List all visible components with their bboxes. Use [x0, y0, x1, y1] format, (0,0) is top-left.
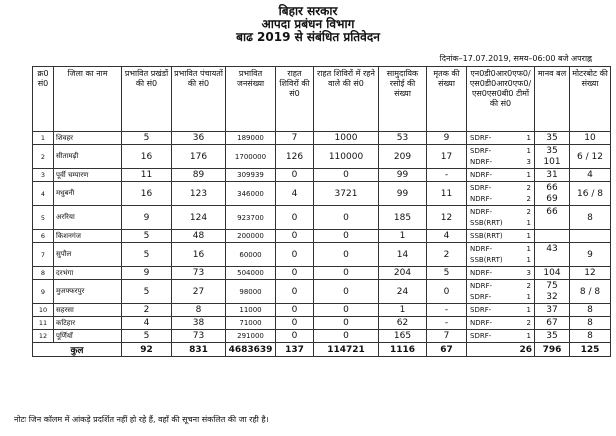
row-district: पूर्णियाँ — [54, 330, 122, 343]
team-name: NDRF- — [470, 268, 493, 277]
row-blocks: 16 — [122, 145, 172, 169]
table-row — [33, 169, 611, 182]
manpower-value: 69 — [546, 193, 558, 204]
row-district: सहरसा — [54, 304, 122, 317]
row-manpower — [535, 206, 570, 230]
manpower-value: 67 — [546, 317, 558, 328]
manpower-value: 37 — [546, 304, 558, 315]
total-panchayats: 831 — [172, 343, 226, 357]
row-district: पूर्वी चम्पारण — [54, 169, 122, 182]
total-blocks: 92 — [122, 343, 172, 357]
row-population: 98000 — [226, 280, 276, 304]
row-kitchens: 99 — [379, 169, 427, 182]
table-row — [33, 304, 611, 317]
row-camps: 0 — [276, 330, 314, 343]
team-name: NDRF- — [470, 318, 493, 327]
row-blocks: 5 — [122, 330, 172, 343]
total-label: कुल — [33, 343, 122, 357]
team-count: 2 — [526, 281, 531, 290]
manpower-value — [537, 255, 567, 266]
col-header: मृतक की संख्या — [427, 67, 467, 132]
row-boats: 8 / 8 — [570, 280, 611, 304]
team-count: 1 — [526, 218, 531, 227]
row-population: 60000 — [226, 243, 276, 267]
row-panchayats: 73 — [172, 330, 226, 343]
team-count: 2 — [526, 194, 531, 203]
row-kitchens: 14 — [379, 243, 427, 267]
team-name: SDRF- — [470, 146, 492, 155]
row-blocks: 4 — [122, 317, 172, 330]
row-panchayats: 123 — [172, 182, 226, 206]
row-population: 200000 — [226, 230, 276, 243]
col-header: प्रभावित पंचायतों की सं0 — [172, 67, 226, 132]
row-manpower — [535, 132, 570, 145]
row-camps: 0 — [276, 317, 314, 330]
row-panchayats: 124 — [172, 206, 226, 230]
team-name: SDRF- — [470, 133, 492, 142]
manpower-value: 31 — [546, 169, 558, 180]
col-header: मानव बल — [535, 67, 570, 132]
row-panchayats: 8 — [172, 304, 226, 317]
row-blocks: 11 — [122, 169, 172, 182]
manpower-value: 43 — [546, 243, 558, 254]
team-count: 1 — [526, 231, 531, 240]
row-manpower — [535, 169, 570, 182]
row-deaths: 17 — [427, 145, 467, 169]
team-count: 1 — [526, 244, 531, 253]
row-blocks: 16 — [122, 182, 172, 206]
row-kitchens: 24 — [379, 280, 427, 304]
row-blocks: 5 — [122, 280, 172, 304]
row-panchayats: 16 — [172, 243, 226, 267]
row-kitchens: 204 — [379, 267, 427, 280]
table-row — [33, 280, 611, 304]
manpower-value: 75 — [546, 280, 558, 291]
manpower-value: 35 — [546, 145, 558, 156]
row-teams — [467, 280, 535, 304]
row-population: 309939 — [226, 169, 276, 182]
row-teams — [467, 230, 535, 243]
row-deaths: - — [427, 169, 467, 182]
row-population: 291000 — [226, 330, 276, 343]
table-row — [33, 330, 611, 343]
team-count: 3 — [526, 268, 531, 277]
row-manpower — [535, 330, 570, 343]
team-count: 2 — [526, 183, 531, 192]
row-panchayats: 89 — [172, 169, 226, 182]
row-boats — [570, 230, 611, 243]
row-teams — [467, 169, 535, 182]
row-teams — [467, 304, 535, 317]
team-name: NDRF- — [470, 281, 493, 290]
row-panchayats: 48 — [172, 230, 226, 243]
row-camps: 7 — [276, 132, 314, 145]
team-count: 1 — [526, 255, 531, 264]
row-blocks: 5 — [122, 132, 172, 145]
flood-report-table — [32, 66, 611, 357]
row-population: 923700 — [226, 206, 276, 230]
row-manpower — [535, 280, 570, 304]
row-deaths: 11 — [427, 182, 467, 206]
total-population: 4683639 — [226, 343, 276, 357]
row-boats: 8 — [570, 317, 611, 330]
row-kitchens: 99 — [379, 182, 427, 206]
team-name: SDRF- — [470, 305, 492, 314]
row-boats: 8 — [570, 206, 611, 230]
row-district: शिवहर — [54, 132, 122, 145]
manpower-value: 35 — [546, 330, 558, 341]
col-header: राहत शिविरों की सं0 — [276, 67, 314, 132]
row-camp-people: 0 — [314, 230, 379, 243]
row-population: 1700000 — [226, 145, 276, 169]
table-row — [33, 243, 611, 267]
row-manpower — [535, 182, 570, 206]
table-body — [33, 132, 611, 343]
row-deaths: - — [427, 304, 467, 317]
total-teams: 26 — [467, 343, 535, 357]
row-panchayats: 73 — [172, 267, 226, 280]
table-header-row — [33, 67, 611, 132]
row-teams — [467, 317, 535, 330]
row-teams — [467, 132, 535, 145]
table-row — [33, 230, 611, 243]
manpower-value: 66 — [546, 182, 558, 193]
row-manpower — [535, 267, 570, 280]
row-camps: 0 — [276, 267, 314, 280]
row-deaths: 7 — [427, 330, 467, 343]
row-camps: 0 — [276, 304, 314, 317]
total-kitchens: 1116 — [379, 343, 427, 357]
report-dateline: दिनांक–17.07.2019, समय–06:00 बजे अपराह्न — [439, 54, 592, 63]
row-camp-people: 110000 — [314, 145, 379, 169]
total-camps: 137 — [276, 343, 314, 357]
row-manpower — [535, 145, 570, 169]
row-manpower — [535, 243, 570, 267]
report-subject-title: बाढ 2019 से संबंधित प्रतिवेदन — [236, 30, 380, 44]
manpower-value: 35 — [546, 132, 558, 143]
col-header: मोटरबोट की संख्या — [570, 67, 611, 132]
report-department-title: आपदा प्रबंधन विभाग — [261, 17, 355, 31]
row-district: किशनगंज — [54, 230, 122, 243]
team-count: 3 — [526, 157, 531, 166]
table-row — [33, 182, 611, 206]
row-teams — [467, 267, 535, 280]
team-count: 1 — [526, 146, 531, 155]
row-deaths: 2 — [427, 243, 467, 267]
row-manpower — [535, 317, 570, 330]
row-district: कटिहार — [54, 317, 122, 330]
team-name: NDRF- — [470, 244, 493, 253]
row-kitchens: 165 — [379, 330, 427, 343]
col-header: एन0डी0आर0एफ0/एस0डी0आर0एफ0/एस0एस0बी0 टीमों की सं0 — [467, 67, 535, 132]
row-kitchens: 62 — [379, 317, 427, 330]
row-kitchens: 185 — [379, 206, 427, 230]
row-boats: 16 / 8 — [570, 182, 611, 206]
manpower-value: 32 — [546, 291, 558, 302]
row-serial: 3 — [33, 169, 54, 182]
row-deaths: 12 — [427, 206, 467, 230]
row-panchayats: 38 — [172, 317, 226, 330]
col-header: राहत शिविरों में रहने वाले की सं0 — [314, 67, 379, 132]
row-population: 71000 — [226, 317, 276, 330]
total-manpower: 796 — [535, 343, 570, 357]
row-serial: 9 — [33, 280, 54, 304]
row-camp-people: 3721 — [314, 182, 379, 206]
team-name: SSB(RRT) — [470, 218, 503, 227]
team-count: 1 — [526, 305, 531, 314]
row-camp-people: 0 — [314, 304, 379, 317]
row-camps: 0 — [276, 230, 314, 243]
col-header: जिला का नाम — [54, 67, 122, 132]
table-row — [33, 206, 611, 230]
row-district: अररिया — [54, 206, 122, 230]
row-teams — [467, 145, 535, 169]
row-district: सुपौल — [54, 243, 122, 267]
row-boats: 12 — [570, 267, 611, 280]
row-kitchens: 1 — [379, 304, 427, 317]
row-deaths: - — [427, 317, 467, 330]
row-boats: 8 — [570, 330, 611, 343]
row-deaths: 4 — [427, 230, 467, 243]
row-panchayats: 36 — [172, 132, 226, 145]
row-camp-people: 0 — [314, 267, 379, 280]
row-population: 346000 — [226, 182, 276, 206]
row-blocks: 5 — [122, 243, 172, 267]
row-boats: 4 — [570, 169, 611, 182]
row-boats: 10 — [570, 132, 611, 145]
row-camps: 0 — [276, 206, 314, 230]
row-boats: 6 / 12 — [570, 145, 611, 169]
row-camps: 0 — [276, 169, 314, 182]
row-population: 11000 — [226, 304, 276, 317]
row-camp-people: 0 — [314, 280, 379, 304]
table-row — [33, 132, 611, 145]
row-deaths: 9 — [427, 132, 467, 145]
row-blocks: 9 — [122, 206, 172, 230]
team-count: 1 — [526, 292, 531, 301]
row-camp-people: 0 — [314, 243, 379, 267]
row-panchayats: 176 — [172, 145, 226, 169]
report-govt-title: बिहार सरकार — [278, 4, 338, 18]
row-teams — [467, 330, 535, 343]
manpower-value: 104 — [543, 267, 561, 278]
team-name: NDRF- — [470, 170, 493, 179]
row-population: 504000 — [226, 267, 276, 280]
row-camps: 126 — [276, 145, 314, 169]
row-deaths: 0 — [427, 280, 467, 304]
row-district: मुजफ्फरपुर — [54, 280, 122, 304]
total-row — [33, 343, 611, 357]
row-boats: 8 — [570, 304, 611, 317]
row-camps: 4 — [276, 182, 314, 206]
team-name: SDRF- — [470, 292, 492, 301]
row-district: दरभंगा — [54, 267, 122, 280]
row-serial: 7 — [33, 243, 54, 267]
row-serial: 1 — [33, 132, 54, 145]
team-count: 2 — [526, 318, 531, 327]
row-district: मधुबनी — [54, 182, 122, 206]
row-serial: 8 — [33, 267, 54, 280]
row-teams — [467, 182, 535, 206]
row-panchayats: 27 — [172, 280, 226, 304]
row-serial: 11 — [33, 317, 54, 330]
row-camp-people: 1000 — [314, 132, 379, 145]
team-name: NDRF- — [470, 157, 493, 166]
manpower-value: 101 — [543, 156, 561, 167]
row-serial: 4 — [33, 182, 54, 206]
row-blocks: 5 — [122, 230, 172, 243]
row-kitchens: 209 — [379, 145, 427, 169]
col-header: प्रभावित जनसंख्या — [226, 67, 276, 132]
row-boats: 9 — [570, 243, 611, 267]
col-header: सामुदायिक रसोई की संख्या — [379, 67, 427, 132]
row-blocks: 9 — [122, 267, 172, 280]
team-name: NDRF- — [470, 194, 493, 203]
row-serial: 2 — [33, 145, 54, 169]
total-boats: 125 — [570, 343, 611, 357]
manpower-value — [537, 218, 567, 229]
manpower-value: 66 — [546, 206, 558, 217]
row-camps: 0 — [276, 280, 314, 304]
team-count: 2 — [526, 207, 531, 216]
team-name: SSB(RRT) — [470, 231, 503, 240]
row-teams — [467, 206, 535, 230]
row-kitchens: 53 — [379, 132, 427, 145]
row-teams — [467, 243, 535, 267]
row-district: सीतामढ़ी — [54, 145, 122, 169]
table-row — [33, 317, 611, 330]
row-serial: 6 — [33, 230, 54, 243]
table-row — [33, 145, 611, 169]
row-kitchens: 1 — [379, 230, 427, 243]
row-serial: 5 — [33, 206, 54, 230]
row-camp-people: 0 — [314, 169, 379, 182]
team-count: 1 — [526, 133, 531, 142]
row-camp-people: 0 — [314, 317, 379, 330]
team-count: 1 — [526, 331, 531, 340]
row-camp-people: 0 — [314, 330, 379, 343]
total-deaths: 67 — [427, 343, 467, 357]
team-name: NDRF- — [470, 207, 493, 216]
team-count: 1 — [526, 170, 531, 179]
table-row — [33, 267, 611, 280]
row-manpower — [535, 230, 570, 243]
col-header: क्र0 सं0 — [33, 67, 54, 132]
row-manpower — [535, 304, 570, 317]
team-name: SDRF- — [470, 183, 492, 192]
row-population: 189000 — [226, 132, 276, 145]
row-serial: 12 — [33, 330, 54, 343]
row-camps: 0 — [276, 243, 314, 267]
team-name: SDRF- — [470, 331, 492, 340]
row-camp-people: 0 — [314, 206, 379, 230]
col-header: प्रभावित प्रखंडों की सं0 — [122, 67, 172, 132]
team-name: SSB(RRT) — [470, 255, 503, 264]
row-deaths: 5 — [427, 267, 467, 280]
total-camp-people: 114721 — [314, 343, 379, 357]
footnote: नोटः जिन कॉलम में आंकड़े प्रदर्शित नहीं हो रहे हैं, वहाँ की सूचना संकलित की जा रही है। — [14, 415, 269, 424]
manpower-value — [537, 231, 567, 242]
row-serial: 10 — [33, 304, 54, 317]
row-blocks: 2 — [122, 304, 172, 317]
